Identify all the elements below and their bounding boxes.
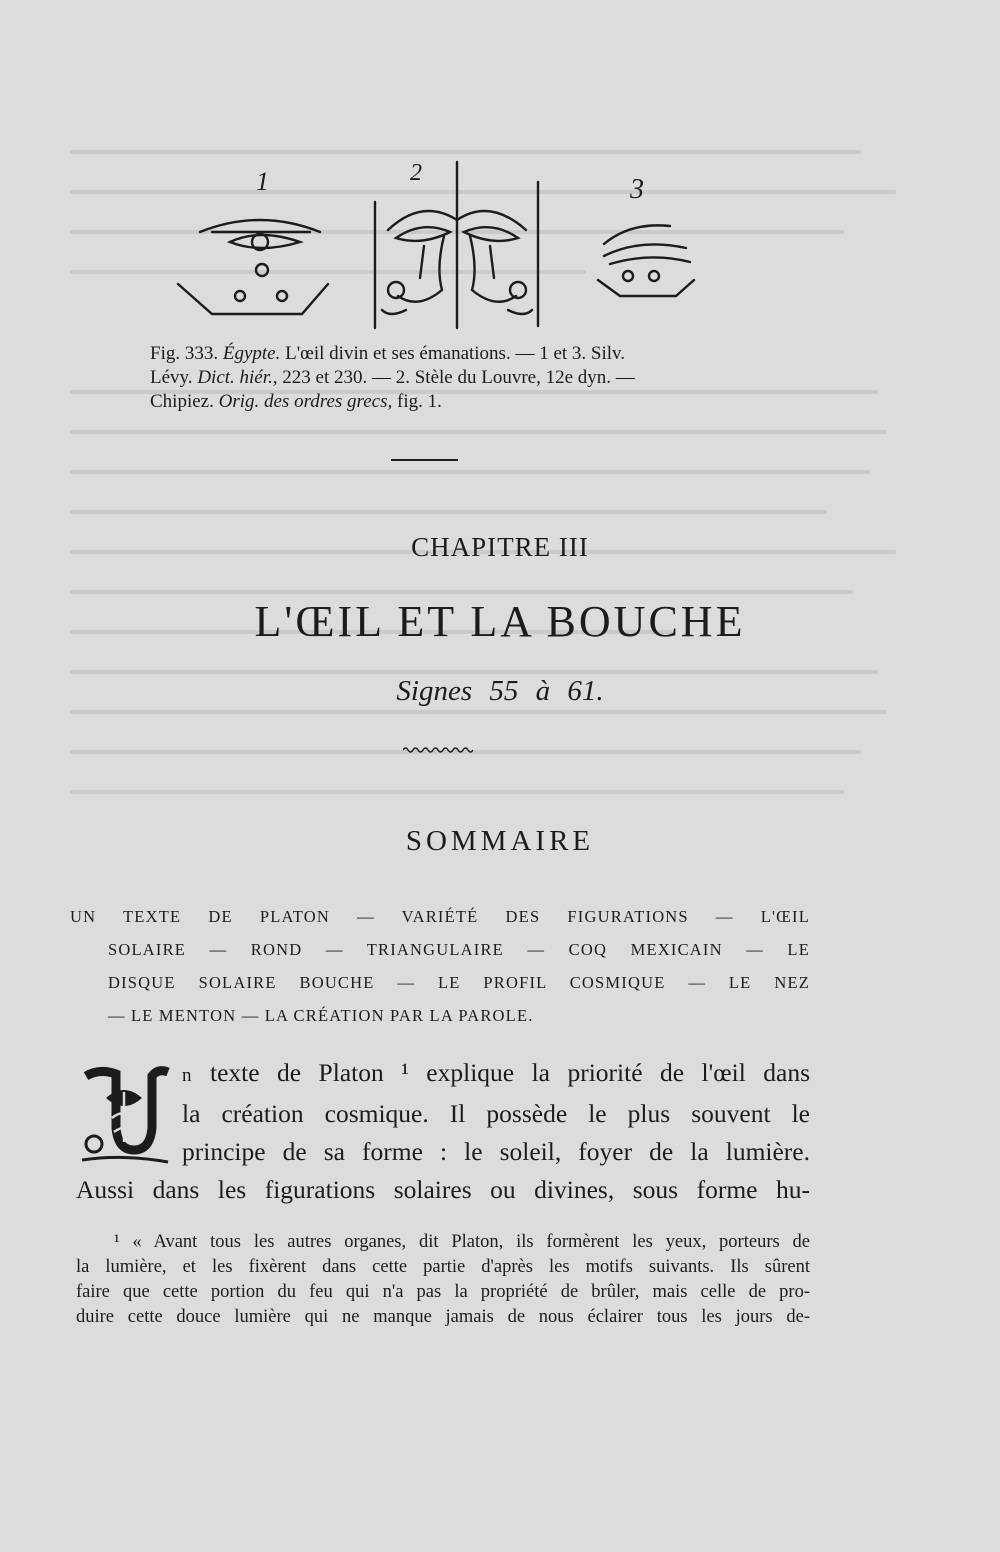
caption-line-1 [150,342,720,366]
body-line-1-text: texte de Platon ¹ explique la priorité de l'œil dans [209,1058,811,1087]
figure-number: Fig. 333. [150,343,219,364]
caption-line-3 [150,390,720,414]
figure-label-2: 2 [410,160,422,186]
body-paragraph [76,1054,810,1209]
chapter-title: L'ŒIL ET LA BOUCHE [254,597,746,646]
wavy-divider [403,745,473,755]
dropcap-letter: U [120,1120,128,1131]
body-smallcap: n [182,1065,193,1086]
summary-heading: SOMMAIRE [405,825,595,857]
summary-line: SOLAIRE — ROND — TRIANGULAIRE — COQ MEXICAIN — LE [108,940,810,959]
eye-sign-1 [178,220,328,314]
figure-eye-emanations [160,150,720,340]
caption-text-2: 223 et 230. — 2. Stèle du Louvre, 12e dyn. — [282,367,635,388]
caption-text-3: fig. 1. [397,391,442,412]
caption-work-dict: Dict. hiér., [197,367,278,388]
eye-sign-2 [375,162,538,328]
caption-line-2 [150,366,720,390]
summary-list [70,900,810,1032]
body-line-1 [76,1054,810,1095]
body-line: principe de sa forme : le soleil, foyer de la lumière. [182,1137,810,1166]
caption-author-levy: Lévy. [150,367,193,388]
summary-line: UN TEXTE DE PLATON — VARIÉTÉ DES FIGURATIONS — L'ŒIL [70,907,810,926]
footnote-line: ¹ « Avant tous les autres organes, dit Platon, ils formèrent les yeux, porteurs de [114,1232,810,1252]
chapter-label: CHAPITRE III [411,532,589,562]
chapter-signs: Signes 55 à 61. [396,675,604,707]
body-line: Aussi dans les figurations solaires ou divines, sous forme hu- [76,1175,810,1204]
body-line: la création cosmique. Il possède le plus souvent le [182,1099,810,1128]
caption-text-1: L'œil divin et ses émanations. — 1 et 3. Silv. [285,343,626,364]
eye-sign-3 [598,225,694,296]
summary-line: — LE MENTON — LA CRÉATION PAR LA PAROLE. [108,1006,534,1025]
caption-country: Égypte. [222,343,281,364]
caption-author-chipiez: Chipiez. [150,391,214,412]
footnote-line: la lumière, et les fixèrent dans cette partie d'après les motifs suivants. Ils sûrent [76,1257,810,1277]
figure-caption [150,342,720,414]
footnote-line: duire cette douce lumière qui ne manque jamais de nous éclairer tous les jours de- [76,1307,810,1327]
section-rule [391,459,458,461]
caption-work-orig: Orig. des ordres grecs, [218,391,393,412]
footnote-line: faire que cette portion du feu qui n'a pas la propriété de brûler, mais celle de pro- [76,1282,810,1302]
figure-label-1: 1 [256,167,269,196]
summary-line: DISQUE SOLAIRE BOUCHE — LE PROFIL COSMIQUE — LE NEZ [108,973,810,992]
figure-label-3: 3 [630,174,644,205]
footnote [76,1230,810,1330]
